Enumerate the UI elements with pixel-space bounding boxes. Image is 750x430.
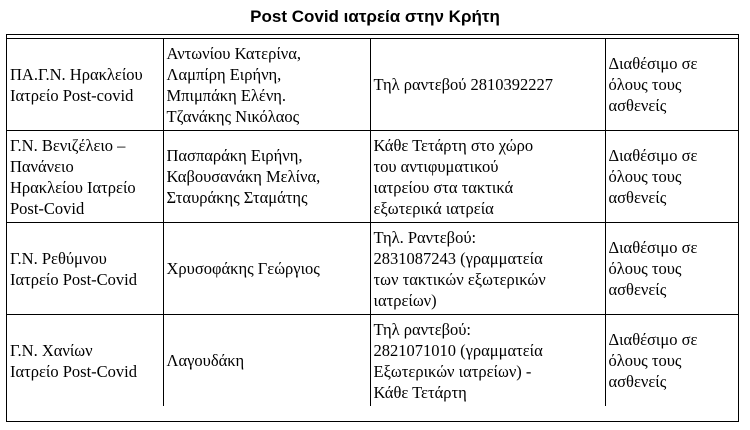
document-title: Post Covid ιατρεία στην Κρήτη [250,7,500,26]
doctors-cell: Πασπαράκη Ειρήνη, Καβουσανάκη Μελίνα, Σταυράκης Σταμάτης [163,131,370,223]
table-row [7,315,738,407]
table-row [7,131,738,223]
clinics-table-frame [6,34,739,422]
contact-cell: Τηλ ραντεβού 2810392227 [370,39,605,131]
clinic-cell: Γ.Ν. Βενιζέλειο – Πανάνειο Ηρακλείου Ιατρείο Post-Covid [7,131,163,223]
contact-cell: Τηλ ραντεβού: 2821071010 (γραμματεία Εξωτερικών ιατρείων) - Κάθε Τετάρτη [370,315,605,407]
availability-cell: Διαθέσιμο σε όλους τους ασθενείς [605,315,738,407]
availability-cell: Διαθέσιμο σε όλους τους ασθενείς [605,223,738,315]
clinic-cell: Γ.Ν. Ρεθύμνου Ιατρείο Post-Covid [7,223,163,315]
clinic-cell: ΠΑ.Γ.Ν. Ηρακλείου Ιατρείο Post-covid [7,39,163,131]
contact-cell: Τηλ. Ραντεβού: 2831087243 (γραμματεία των τακτικών εξωτερικών ιατρείων) [370,223,605,315]
contact-cell: Κάθε Τετάρτη στο χώρο του αντιφυματικού ιατρείου στα τακτικά εξωτερικά ιατρεία [370,131,605,223]
doctors-cell: Λαγουδάκη [163,315,370,407]
doctors-cell: Αντωνίου Κατερίνα, Λαμπίρη Ειρήνη, Μπιμπάκη Ελένη. Τζανάκης Νικόλαος [163,39,370,131]
clinic-cell: Γ.Ν. Χανίων Ιατρείο Post-Covid [7,315,163,407]
availability-cell: Διαθέσιμο σε όλους τους ασθενείς [605,131,738,223]
doctors-cell: Χρυσοφάκης Γεώργιος [163,223,370,315]
availability-cell: Διαθέσιμο σε όλους τους ασθενείς [605,39,738,131]
table-row [7,39,738,131]
table-row [7,223,738,315]
clinics-table [7,38,738,406]
